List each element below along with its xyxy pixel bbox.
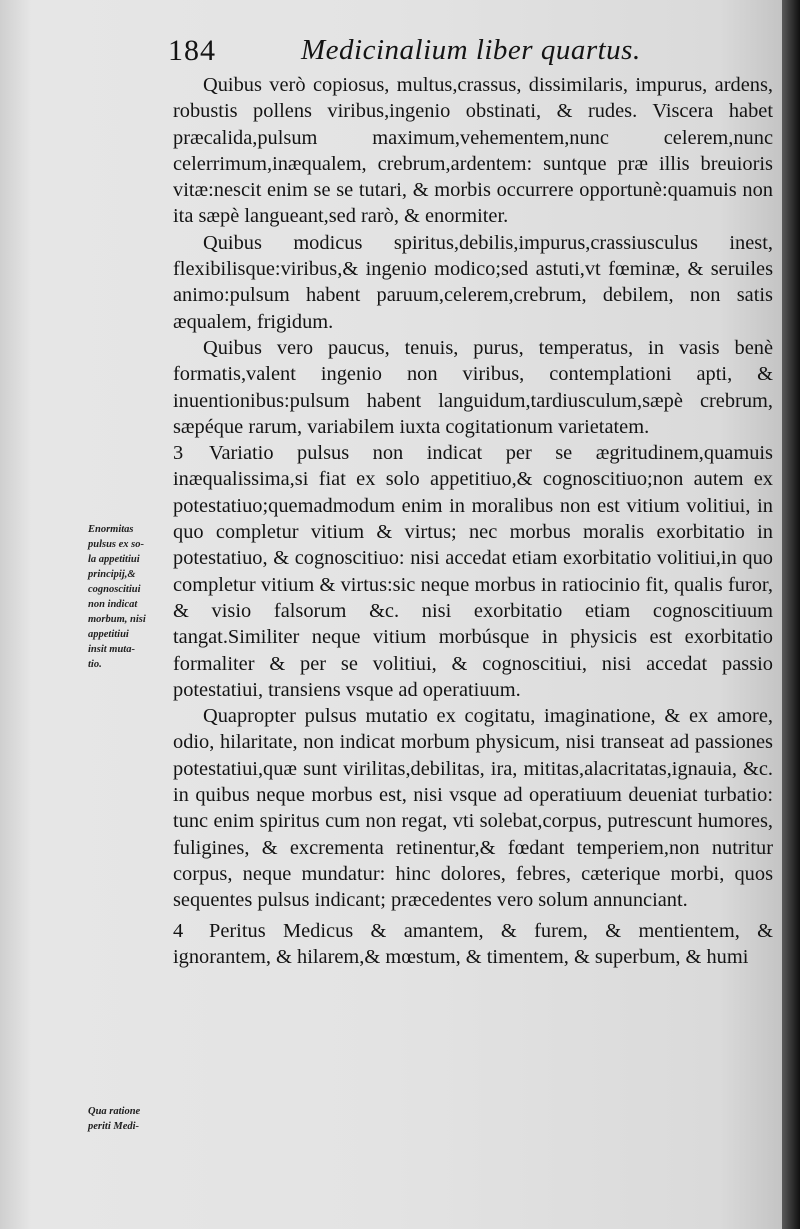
paragraph: Quibus modicus spiritus,debilis,impurus,crassiusculus inest, flexibilisque:viribus,& ingenio modico;sed astuti,vt fœminæ, & seruiles animo:pulsum habent paruum,celerem,crebrum, debilem, non satis æqualem, frigidum. (173, 231, 773, 333)
margin-note-line: Enormitas (88, 524, 134, 535)
margin-note-qua-ratione (88, 1104, 174, 1134)
section-3-paragraph (173, 440, 773, 703)
paragraph: Quibus verò copiosus, multus,crassus, dissimilaris, impurus, ardens, robustis pollens viribus,ingenio obstinati, & rudes. Viscera habet præcalida,pulsum maximum,vehementem,nunc celerem,nunc celerrimum,inæqualem, crebrum,ardentem: suntque præ illis breuioris vitæ:nescit enim se se tutari, & morbis occurrere opportunè:quamuis non ita sæpè langueant,sed rarò, & enormiter. (173, 74, 773, 228)
page-number: 184 (168, 34, 216, 67)
running-title: Medicinalium liber quartus. (301, 34, 641, 66)
margin-note-line: morbum, nisi (88, 614, 146, 625)
page-edge-shadow (782, 0, 800, 1229)
margin-note-line: tio. (88, 659, 102, 670)
margin-note-line: appetitiui (88, 629, 129, 640)
margin-note-line: principij,& (88, 569, 136, 580)
margin-note-line: la appetitiui (88, 554, 140, 565)
margin-note-line: non indicat (88, 599, 138, 610)
margin-note-line: Qua ratione (88, 1106, 141, 1117)
margin-note-enormitas (88, 522, 174, 672)
section-3-text: Variatio pulsus non indicat per se ægritudinem,quamuis inæqualissima,si fiat ex solo appetitiuo,& cognoscitiuo;non autem ex potestatiuo;quemadmodum enim in moralibus non est vitium volitiui, in quo completur vitium & virtus; nec morbus moralis exorbitatio in potestatiuo, & cognoscitiuo: nisi accedat etiam exorbitatio volitiui,in quo completur vitium & virtus:sic neque morbus in ratiocinio fit, qualis furor, & visio falsorum &c. nisi exorbitatio etiam cognoscitiuum tangat.Similiter neque vitium morbúsque in physicis est exorbitatio formaliter & per se volitiui, & cognoscitiui, nisi accedat passio potestatiui, transiens vsque ad operatiuum. (173, 442, 773, 701)
section-number: 4 (173, 919, 184, 942)
main-text (173, 72, 773, 970)
paragraph: Quibus vero paucus, tenuis, purus, temperatus, in vasis benè formatis,valent ingenio non viribus, contemplationi apti, & inuentionibus:pulsum habent languidum,tardiusculum,sæpè crebrum, sæpéque rarum, variabilem iuxta cogitationum varietatem. (173, 336, 773, 438)
margin-note-line: pulsus ex so- (88, 539, 145, 550)
margin-note-line: cognoscitiui (88, 584, 141, 595)
section-number: 3 (173, 442, 184, 465)
section-4-paragraph (173, 918, 773, 971)
page-header (168, 34, 778, 74)
section-4-text: Peritus Medicus & amantem, & furem, & mentientem, & ignorantem, & hilarem,& mœstum, & timentem, & superbum, & humi (173, 919, 773, 968)
margin-note-line: periti Medi- (88, 1121, 140, 1132)
paragraph: Quapropter pulsus mutatio ex cogitatu, imaginatione, & ex amore, odio, hilaritate, non indicat morbum physicum, nisi transeat ad passiones potestatiui,quæ sunt virilitas,debilitas, ira, mititas,alacritatas,ignauia, &c. in quibus neque morbus est, nisi vsque ad operatiuum deueniat turbatio: tunc enim spiritus cum non regat, vti solebat,corpus, putrescunt humores, fuligines, & excrementa retinentur,& fœdant temperiem,non nutritur corpus, neque mundatur: hinc dolores, febres, cæterique morbi, quos sequentes pulsus indicant; præcedentes vero solum annunciant. (173, 705, 773, 912)
margin-note-line: insit muta- (88, 644, 135, 655)
